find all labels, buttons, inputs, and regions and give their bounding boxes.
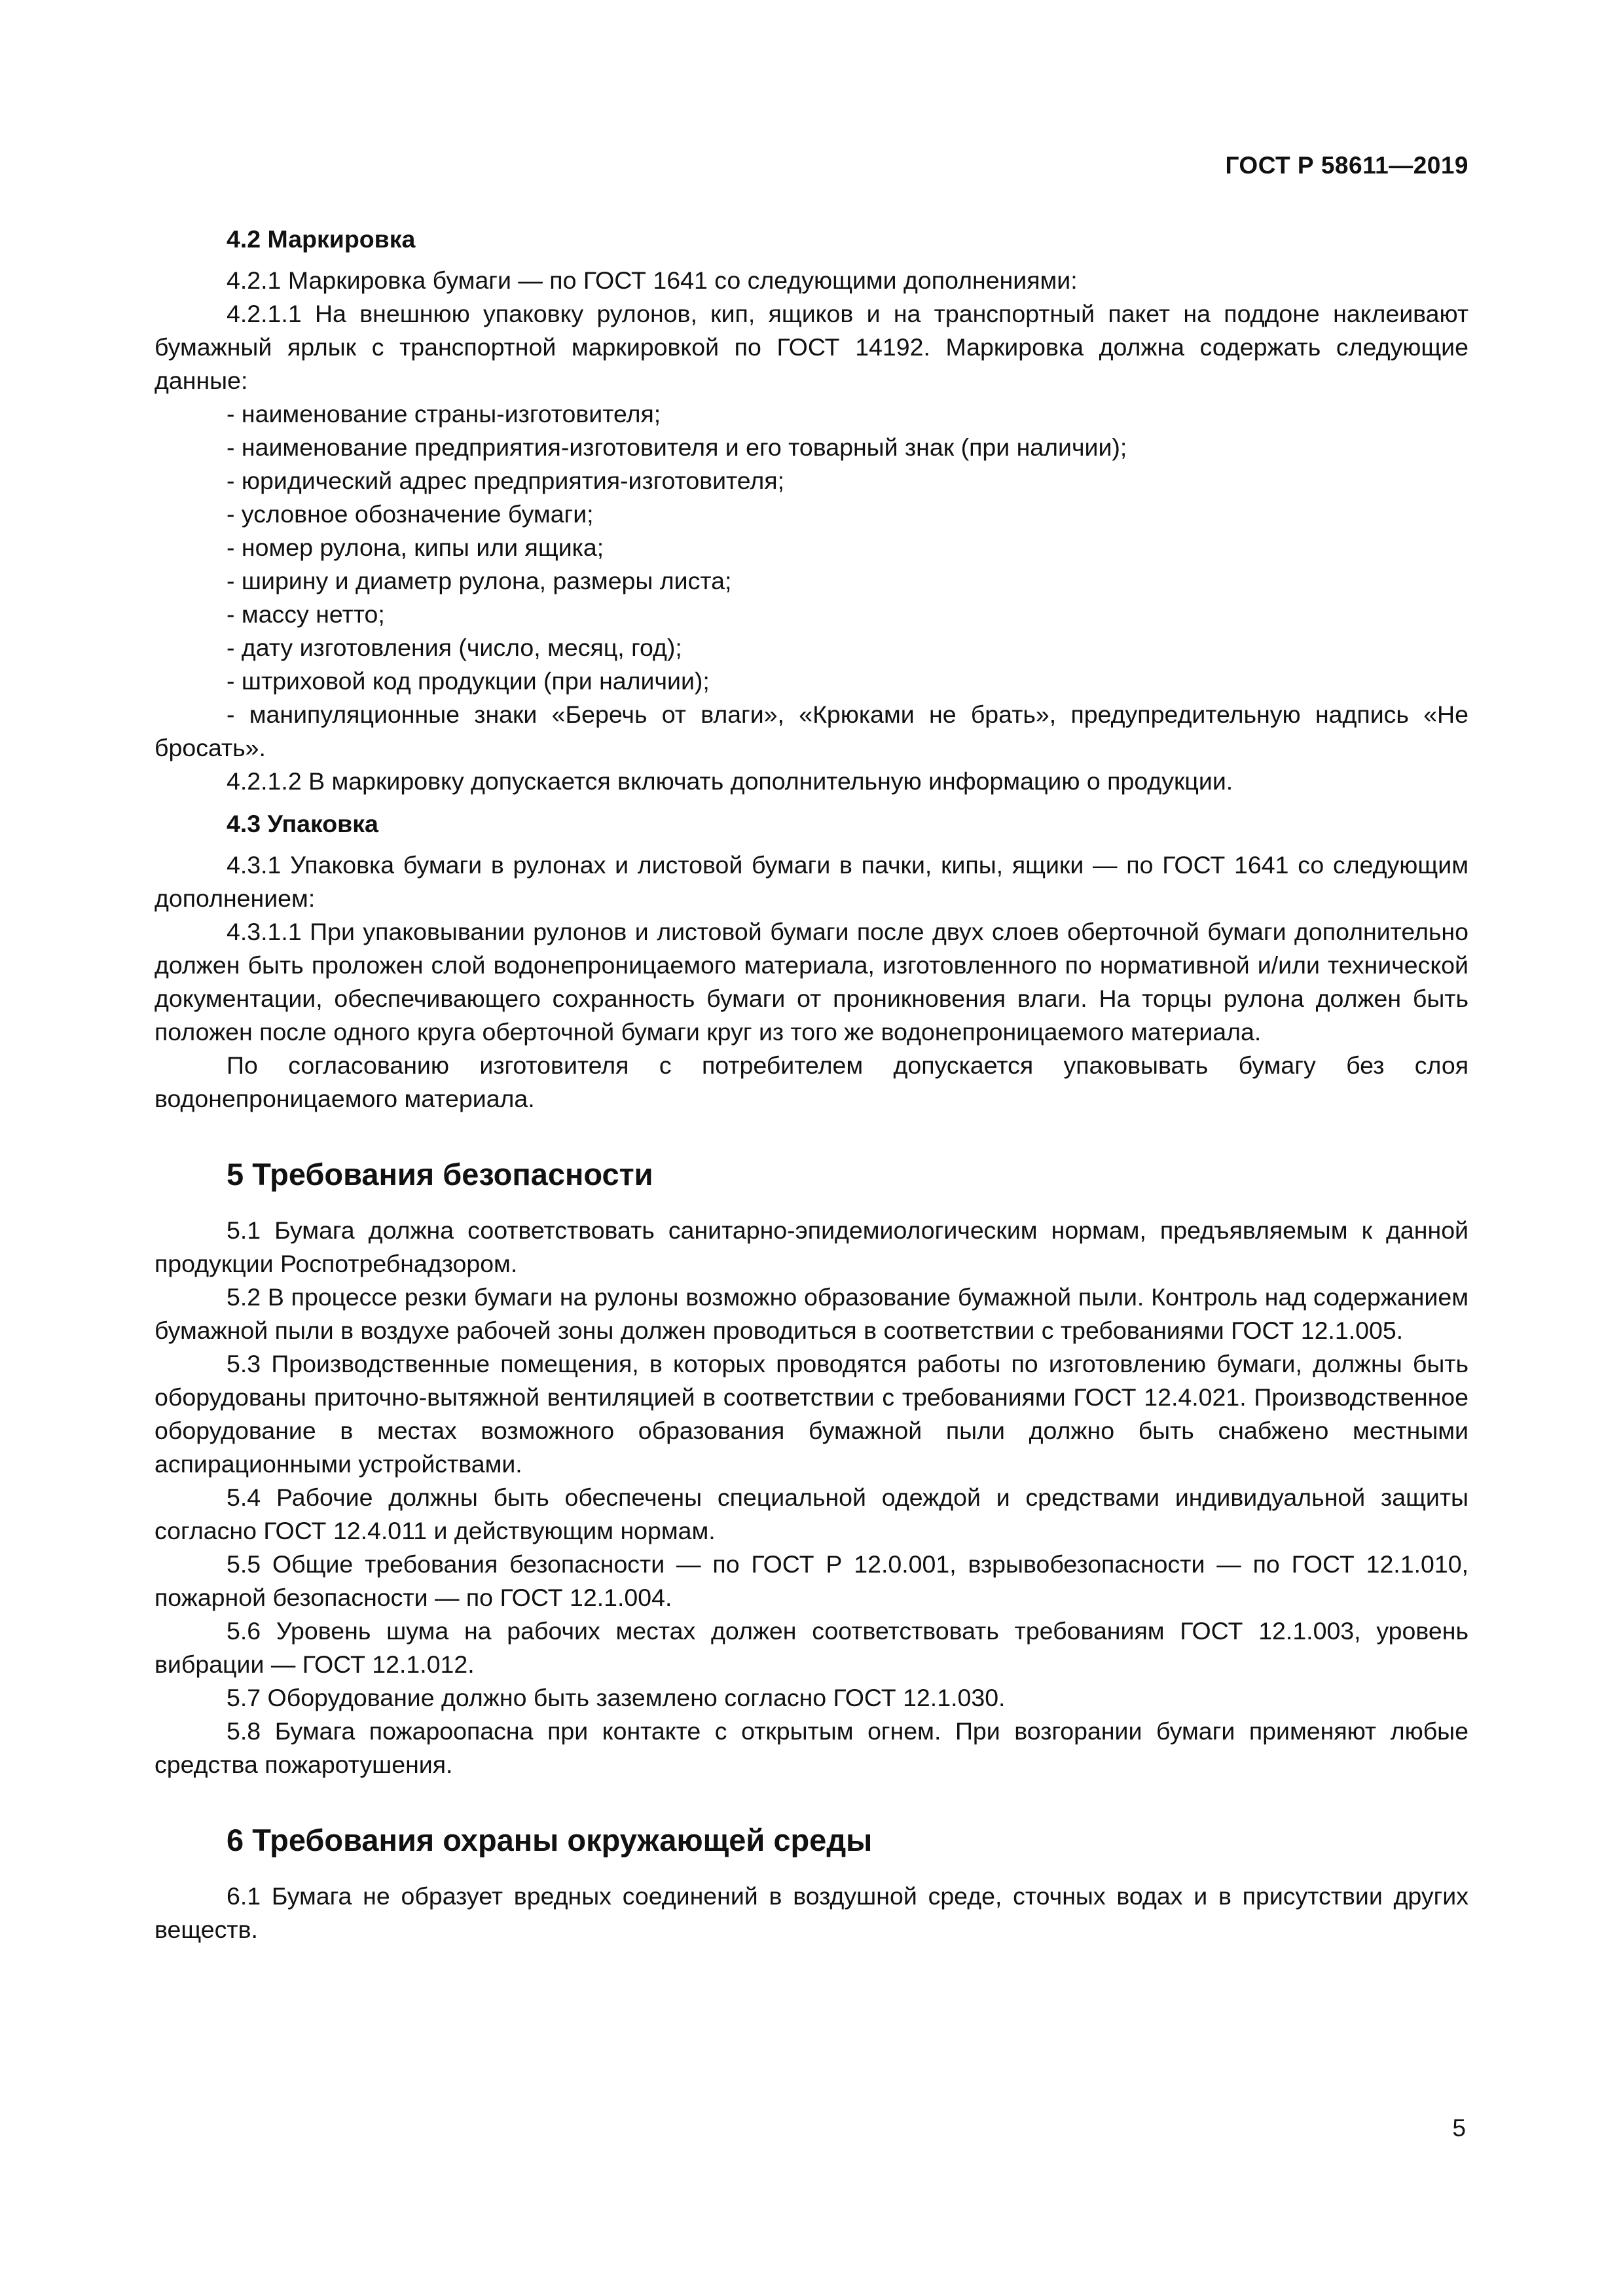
paragraph-5-3: 5.3 Производственные помещения, в которых проводятся работы по изготовлению бумаги, должны быть оборудованы приточно-вытяжной вентиляцией в соответствии с требованиями ГОСТ 12.4.021. Производственное оборудование в местах возможного образования бумажной пыли должно быть снабжено местными аспирационными устройствами. <box>155 1350 1468 1478</box>
paragraph-5-7: 5.7 Оборудование должно быть заземлено согласно ГОСТ 12.1.030. <box>227 1684 1006 1711</box>
paragraph-4-3-1: 4.3.1 Упаковка бумаги в рулонах и листовой бумаги в пачки, кипы, ящики — по ГОСТ 1641 со следующим дополнением: <box>155 851 1468 912</box>
marking-list-item: - дату изготовления (число, месяц, год); <box>227 634 682 661</box>
paragraph-5-8: 5.8 Бумага пожароопасна при контакте с открытым огнем. При возгорании бумаги применяют любые средства пожаротушения. <box>155 1717 1468 1778</box>
paragraph-5-6: 5.6 Уровень шума на рабочих местах должен соответствовать требованиям ГОСТ 12.1.003, уровень вибрации — ГОСТ 12.1.012. <box>155 1617 1468 1678</box>
paragraph-4-3-1-1: 4.3.1.1 При упаковывании рулонов и листовой бумаги после двух слоев оберточной бумаги дополнительно должен быть проложен слой водонепроницаемого материала, изготовленного по нормативной и/или технической документации, обеспечивающего сохранность бумаги от проникновения влаги. На торцы рулона должен быть положен после одного круга оберточной бумаги круг из того же водонепроницаемого материала. <box>155 918 1468 1046</box>
section-5-heading: 5 Требования безопасности <box>227 1157 653 1192</box>
marking-list-item: - штриховой код продукции (при наличии); <box>227 667 710 695</box>
section-6-heading: 6 Требования охраны окружающей среды <box>227 1823 873 1857</box>
section-4-3-heading: 4.3 Упаковка <box>227 810 378 837</box>
paragraph-5-4: 5.4 Рабочие должны быть обеспечены специальной одеждой и средствами индивидуальной защиты согласно ГОСТ 12.4.011 и действующим нормам. <box>155 1484 1468 1544</box>
paragraph-5-5: 5.5 Общие требования безопасности — по ГОСТ Р 12.0.001, взрывобезопасности — по ГОСТ 12.1.010, пожарной безопасности — по ГОСТ 12.1.004. <box>155 1550 1468 1611</box>
paragraph-4-2-1-2: 4.2.1.2 В маркировку допускается включать дополнительную информацию о продукции. <box>227 767 1233 795</box>
marking-list-item: - юридический адрес предприятия-изготовителя; <box>227 467 785 494</box>
marking-list-item: - наименование предприятия-изготовителя и его товарный знак (при наличии); <box>227 433 1127 461</box>
marking-list-item: - ширину и диаметр рулона, размеры листа; <box>227 567 732 594</box>
document-body <box>155 223 1468 1946</box>
marking-list-item: - массу нетто; <box>227 600 385 628</box>
marking-list-item: - наименование страны-изготовителя; <box>227 400 661 428</box>
marking-list-item: - номер рулона, кипы или ящика; <box>227 534 604 561</box>
page-number: 5 <box>1452 2115 1466 2141</box>
paragraph-4-2-1: 4.2.1 Маркировка бумаги — по ГОСТ 1641 со следующими дополнениями: <box>227 266 1078 294</box>
paragraph-5-2: 5.2 В процессе резки бумаги на рулоны возможно образование бумажной пыли. Контроль над содержанием бумажной пыли в воздухе рабочей зоны должен проводиться в соответствии с требованиями ГОСТ 12.1.005. <box>155 1283 1468 1344</box>
marking-list-item: - условное обозначение бумаги; <box>227 500 594 528</box>
paragraph-6-1: 6.1 Бумага не образует вредных соединений в воздушной среде, сточных водах и в присутствии других веществ. <box>155 1882 1468 1943</box>
paragraph-4-2-1-1: 4.2.1.1 На внешнюю упаковку рулонов, кип, ящиков и на транспортный пакет на поддоне наклеивают бумажный ярлык с транспортной маркировкой по ГОСТ 14192. Маркировка должна содержать следующие данные: <box>155 300 1468 394</box>
document-standard-code: ГОСТ Р 58611—2019 <box>1225 152 1468 179</box>
section-4-2-heading: 4.2 Маркировка <box>227 225 416 253</box>
marking-list-item: - манипуляционные знаки «Беречь от влаги», «Крюками не брать», предупредительную надпись «Не бросать». <box>155 701 1468 761</box>
paragraph-agreement: По согласованию изготовителя с потребителем допускается упаковывать бумагу без слоя водонепроницаемого материала. <box>155 1051 1468 1112</box>
paragraph-5-1: 5.1 Бумага должна соответствовать санитарно-эпидемиологическим нормам, предъявляемым к данной продукции Роспотребнадзором. <box>155 1216 1468 1277</box>
